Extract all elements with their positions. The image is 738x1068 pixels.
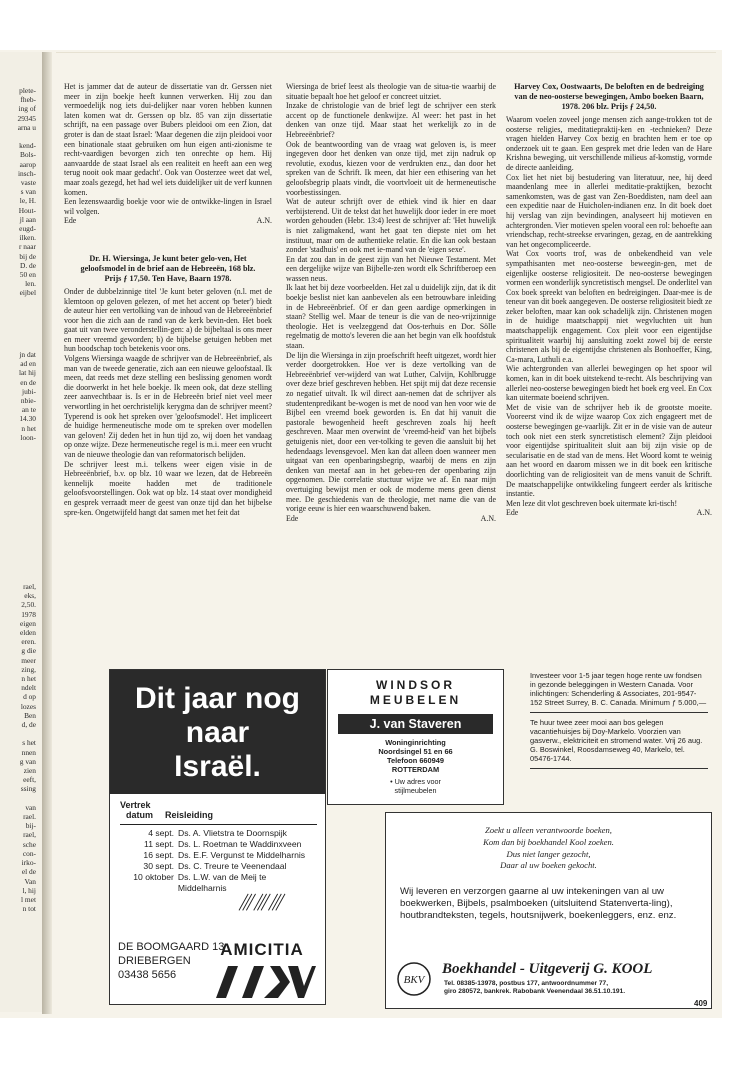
trip-row (120, 850, 317, 861)
advertisement-israel-travel (109, 669, 326, 1005)
trip-row (120, 872, 317, 894)
paragraph: De schrijver leest m.i. telkens weer eigen visie in de Hebreeënbrief, b.v. op blz. 10 waar we lezen, dat de Hebreeën kennelijk moeite hadden met de traditionele geloofsvoorstellingen. Ook wat op blz. 14 staat over mondigheid en gesprek verraadt meer de geest van onze tijd dan het bijbelse spre-ken. Ongetwijfeld hangt dat samen met het feit dat (64, 459, 272, 517)
ad-address (118, 940, 224, 982)
signature-initials: A.N. (480, 513, 496, 523)
ad-name-line: MEUBELEN (369, 693, 462, 707)
column-1 (64, 82, 272, 517)
trip-table (110, 794, 325, 894)
signature-initials: A.N. (256, 216, 272, 226)
trip-date: 4 sept. (148, 828, 174, 838)
signature (286, 514, 496, 524)
trip-leader: Ds. C. Treure te Veenendaal (178, 861, 287, 871)
address-city: DRIEBERGEN (118, 955, 191, 967)
trip-date: 10 oktober (133, 872, 174, 882)
divider (120, 824, 317, 825)
header-reisleiding: Reisleiding (165, 810, 214, 820)
ad-poem (386, 825, 711, 872)
paragraph: Onder de dubbelzinnige titel 'Je kunt beter geloven (n.l. met de klemtoon op geloven gelezen, of met het accent op 'beter') biedt de auteur hier een vertolking van de inhoud van de Hebreeënbrief voor hen die zich aan de rand van de kerk bevin-den. Het boek gaat uit van twee veronderstellin-gen: a) de bijbeltaal is ons meer en meer vreemd geworden; b) de bijbelse getuigen hebben met hun boodschap toch betekenis voor ons. (64, 286, 272, 354)
logo-letters: BKV (403, 974, 425, 986)
trip-date: 11 sept. (144, 839, 174, 849)
paragraph: Met de visie van de schrijver heb ik de grootste moeite. Vooreerst vind ik de wijze waarop Cox zich engageert met de oosterse bewegingen ge-vaarlijk. Zit er in de visie van de auteur toch ook niet een sterk syncretistisch element? Zijn pleidooi voor eigentijdse spiritualiteit sluit aan bij zijn visie op de secularisatie en de stad van de mens. Het Woord komt te weinig aan het woord en daarom missen we in dit boek een kritische doorlichting van de religiositeit van de mens vanuit de Schrift. De maatschappelijke ontwikkeling fungeert eerder als kritische instantie. (506, 402, 712, 499)
facing-page-edge (0, 52, 43, 1012)
signature (506, 508, 712, 518)
address-street: DE BOOMGAARD 13 (118, 941, 225, 953)
signature-initials: A.N. (696, 508, 712, 518)
ad-tagline: • Uw adres voor (390, 777, 441, 786)
page-number: 409 (694, 999, 708, 1008)
address-line: giro 280572, bankrek. Rabobank Veenendaal 36.51.10.191. (444, 988, 626, 995)
paragraph: Het is jammer dat de auteur de dissertatie van dr. Gerssen niet meer in zijn boekje heeft kunnen verwerken. Hij zou dan vermoedelijk nog iets dui-delijker naar voren hebben kunnen laten komen wat dr. Gerssen op blz. 85 van zijn dissertatie schrijft, na een passage over Bubers pleidooi om een Zion, dat groter is dan de staat Israel: 'Maar degenen die zijn pleidooi voor een binationale staat gebruiken om hun eigen anti-zionisme te recht-vaardigen bevorgen zich ten onrechte op hem. Hij aanvaardde de staat Israel als een realiteit en heeft aan een weg terug nooit ook maar gedacht'. Ook van Oosterzee weet dat wel, maar zoals gezegd, het had wel iets duidelijker uit de verf kunnen komen. (64, 82, 272, 197)
signature (64, 216, 272, 226)
trip-row (120, 828, 317, 839)
ad-headline-line: Israël. (174, 750, 261, 783)
paragraph: Cox liet het niet bij bestudering van literatuur, nee, hij deed maandenlang mee in allerlei meditatie-praktijken, bezocht samenkomsten, was de gast van Zen-Boeddisten, nam deel aan een expeditie naar de Huicholen-indianen enz. In dit boek doet hij verslag van zijn bevindingen, analyseert hij motieven en achtergronden. Vier motieven spelen vooral een rol: behoefte aan vriendschap, recht-streekse ervaringen, gezag, en de aantrekking van het ongecompliceerde. (506, 172, 712, 249)
paragraph: Waarom voelen zoveel jonge mensen zich aange-trokken tot de oosterse religies, meditatiepraktij-ken en -technieken? Deze vragen hielden Harvey Cox bezig en brachten hem er toe op onderzoek uit te gaan. Een gesprek met drie leden van de Hare Krishna beweging, uit verschillende milieus af-komstig, vormde de directe aanleiding. (506, 115, 712, 172)
advertisement-boekhandel-kool (385, 812, 712, 1009)
brand-wordmark: AMICITIA (220, 940, 304, 959)
bookshop-brand: Boekhandel - Uitgeverij G. KOOL (442, 961, 653, 977)
review-heading: Dr. H. Wiersinga, Je kunt beter gelo-ven, Het geloofsmodel in de brief aan de Hebreeën, 168 blz. Prijs ƒ 17,50. Ten Have, Baarn 1978. (80, 253, 256, 283)
bookshop-logo-icon (396, 961, 432, 997)
paragraph: Wat Cox voorts trof, was de onbekendheid van vele sympathisanten met neo-oosterse beweegin-gen, met de eigenlijke oosterse religiositeit. De neo-oosterse bewegingen vormen een wonderlijk syncretistisch mengsel. De onderlitel van Cox boek spreekt van beloften en bedreigingen. Daar-mee is de teneur van dit boek aangegeven. De oosterse religiositeit biedt ze zeker beloften, maar kan ook schadelijk zijn. Christenen mogen in de huidige maatschappij niet wegvluchten uit hun maatschappelijk engagement. Cox pleit voor een eigentijdse spiritualiteit waarbij hij aansluiting zoekt zowel bij de eerste christenen als bij de eigentijdse christenen als Bonhoeffer, King, Ca-mara, Luthuli e.a. (506, 249, 712, 364)
poem-line: Dus niet langer gezocht, (506, 848, 591, 859)
paragraph: Men leze dit vlot geschreven boek uitermate kri-tisch! (506, 498, 678, 508)
divider (530, 768, 708, 769)
address-line: Tel. 08385-13978, postbus 177, antwoordnummer 77, (444, 980, 609, 987)
header-datum: datum (126, 810, 153, 820)
ad-headline-line: Dit jaar nog (134, 682, 300, 715)
address-phone: 03438 5656 (118, 969, 177, 981)
ikv-logo-icon (208, 892, 316, 938)
paragraph: Ook de beantwoording van de vraag wat geloven is, is meer ingegeven door het denken van onze tijd, met zijn nadruk op revolutie, exodus, kiezen voor de verdrukten enz., dan door het spreken van de Schrift. Ik meen, dat hier een ethisering van het geloofsbegrip plaats vindt, die voortvloeit uit de hermeneutische voorbestissingen. (286, 139, 496, 197)
facing-page-fragment-mid: jn dat ad en lat hij en de jubi- nbie- an te 14.30 n het loon- (18, 350, 36, 442)
paragraph: Ik laat het bij deze voorbeelden. Het zal u duidelijk zijn, dat ik dit boekje beslist niet kan aanbevelen als een betrouwbare inleiding in de Hebreeënbrief. Of er dan geen aardige opmerkingen in staan? Stellig wel. Maar de teneur is die van de neo-vrijzinnige theologie. Het is veelzeggend dat Oos-terhuis en Dor. Sölle regelmatig de motto's leveren die aan het begin van elk hoofdstuk staan. (286, 283, 496, 351)
classified-rental: Te huur twee zeer mooi aan bos gelegen vacantiehuisjes bij Doy-Markelo. Voorzien van gasverw., elektriciteit en stromend water. Vrij 26 aug. G. Boswinkel, Roosdamseweg 40, Markelo, tel. 05476-1744. (530, 718, 703, 763)
trip-leader: Ds. L. Roetman te Waddinxveen (178, 839, 302, 849)
facing-page-fragment-top: plete- fheb- ing of 29345 arna u kend- Bols- aarop insch- vaste s van le, H. Hout- jl aan eugd- ilken. r naar bij de D. de 50 en len. eijbel (17, 86, 36, 298)
paragraph: De lijn die Wiersinga in zijn proefschrift heeft uitgezet, wordt hier verder doorgetrokken. Hoe ver is deze vertolking van de Hebreeënbrief ver-wijderd van wat Luther, Calvijn, Kohlbrugge over deze brief geschreven hebben. Het spijt mij dat deze recensie zo negatief uitvalt. Ik wil direct aan-nemen dat de schrijver als studentenpredikant be-wogen is met de nood van hen voor wie de Bijbel een vreemd boek geworden is. En dat hij vanuit die pastorale bewogenheid heeft geschreven zoals hij heeft geschreven. Maar men overwint de 'vreemd-heid' van het bijbels getuigenis niet, door een ver-tolking te geven die aansluit bij het hedendaags levensgevoel. Men kan dat alleen doen wanneer men uitgaat van een openbaringsbegrip, waarbij de mens en zijn denken van meetaf aan in het gebeu-ren der openbaring zijn opgenomen. Die correlatie stuctuur wijze we af. En naar mijn overtuiging bewijst men er ook de moderne mens geen dienst mee. De geschiedenis van de theologie, met name die van de vorige eeuw is hier een waarschuwend baken. (286, 350, 496, 514)
ad-line: ROTTERDAM (391, 765, 440, 774)
ad-line: Noordsingel 51 en 66 (378, 747, 453, 756)
signature-place: Ede (286, 513, 299, 523)
paragraph: Wiersinga de brief leest als theologie van de situa-tie waarbij de situatie bepaalt hoe het geloof er concreet uitziet. (286, 82, 496, 101)
ad-line: Telefoon 660949 (387, 756, 444, 765)
ad-name-line: WINDSOR (376, 678, 455, 692)
book-gutter (42, 52, 52, 1014)
poem-line: Zoekt u alleen verantwoorde boeken, (485, 825, 612, 835)
poem-line: Kom dan bij boekhandel Kool zoeken. (483, 836, 614, 847)
paragraph: Wat de auteur schrijft over de ethiek vind ik hier en daar verbijsterend. Uit de tekst dat het huwelijk door ieder in ere moet worden gehouden (Hebr. 13:4) leest de schrijver af: 'Het huwelijk is niet zaligmakend, want het gaat ten diepste niet om het instituut, maar om de authentieke relatie. En die kan ook bestaan zonder 'stadhuis' en ook met ie-mand van de 'eigen sexe'. (286, 197, 496, 255)
trip-leader: Ds. A. Vlietstra te Doornspijk (178, 828, 287, 838)
ad-tagline: stijlmeubelen (394, 785, 437, 795)
divider (530, 712, 708, 713)
facing-page-fragment-low: rael, eks, 2,50. 1978 eigen elden eren. g die meer zing, n het ndelt d op lozes Ben d, de s het nnen g van zien eeft, ssing van rael. bij- rael, sche con- irko- el de Van l, hij l met n tot (19, 582, 36, 914)
trip-table-header (120, 800, 317, 820)
signature-place: Ede (506, 508, 519, 518)
review-heading: Harvey Cox, Oostwaarts, De beloften en de bedreiging van de neo-oosterse bewegingen, Ambo boeken Baarn, 1978. 206 blz. Prijs ƒ 24,50. (514, 82, 704, 111)
trip-date: 30 sept. (143, 861, 174, 871)
header-vertrek: Vertrek (120, 800, 151, 810)
classified-ads (530, 671, 708, 774)
paragraph: En dat zou dan in de geest zijn van het Nieuwe Testament. Met een dergelijke wijze van Bijbelle-zen wordt elk Schriftberoep een wassen neus. (286, 254, 496, 283)
paragraph: Een lezenswaardig boekje voor wie de ontwikke-lingen in Israel wil volgen. (64, 197, 272, 216)
trip-leader: Ds. E.F. Vergunst te Middelharnis (178, 850, 306, 860)
ad-headline-line: naar (185, 716, 250, 749)
trip-leader: Ds. L.W. van de Meij te Middelharnis (177, 872, 267, 893)
advertisement-windsor (327, 669, 504, 805)
signature-place: Ede (64, 216, 77, 226)
trip-row (120, 861, 317, 872)
classified-invest: Investeer voor 1-5 jaar tegen hoge rente uw fondsen in gezonde beleggingen in Western Canada. Voor inlichtingen: Schenderling & Associates, 201-9547-152 Street Surrey, B. C. Canada. Minimum ƒ 5.000,— (530, 671, 707, 707)
trip-date: 16 sept. (143, 850, 174, 860)
paragraph: Volgens Wiersinga waagde de schrijver van de Hebreeënbrief, als man van de tweede generatie, zich aan een nieuwe geloofstaal. Ik meen, dat reeds met deze stelling een beslissing genomen wordt die doorwerkt in het hele boekje. Ik meen ook, dat deze stelling zeer aanvechtbaar is. Is er in de Hebreeën brief niet veel meer verwortling in het oerchristelijk kerygma dan de schrijver meent? Typerend is ook het spreken over 'geloofsmodel'. Het impliceert de huidige hermeneutische mode om te spreken over modellen van geloven! Zij deden het in hun tijd zo, wij doen het vandaag op onze wijze. Deze hermeneutische regel is m.i. meer een vrucht van de nieuwe theologie dan van reformatorisch belijden. (64, 354, 272, 459)
bookshop-address (444, 980, 625, 996)
ad-owner: J. van Staveren (338, 714, 493, 734)
paragraph: Inzake de christologie van de brief legt de schrijver een sterk accent op de functionele denkwijze. Al weer: het past in het denken van onze tijd. Maar staat het werkelijk zo in de Hebreeënbrief? (286, 101, 496, 139)
top-rule (56, 52, 716, 53)
ad-line: Woninginrichting (385, 738, 446, 747)
ad-body: Wij leveren en verzorgen gaarne al uw intekeningen van al uw boekwerken, Bijbels, psalmboeken (uitsluitend Statenverta-ling), houtbrandteksten, tegels, houtsnijwerk, boekenleggers, enz. enz. (400, 886, 677, 922)
poem-line: Daar al uw boeken gekocht. (500, 860, 597, 871)
paragraph: Wie achtergronden van allerlei bewegingen op het spoor wil komen, kan in dit boek uitstekend te-recht. Als beschrijving van allerlei neo-oosterse bewegingen biedt het boek erg veel. En Cox kan uitermate boeiend schrijven. (506, 364, 712, 403)
trip-row (120, 839, 317, 850)
column-3 (506, 82, 712, 518)
ad-banner (110, 670, 325, 794)
column-2 (286, 82, 496, 523)
